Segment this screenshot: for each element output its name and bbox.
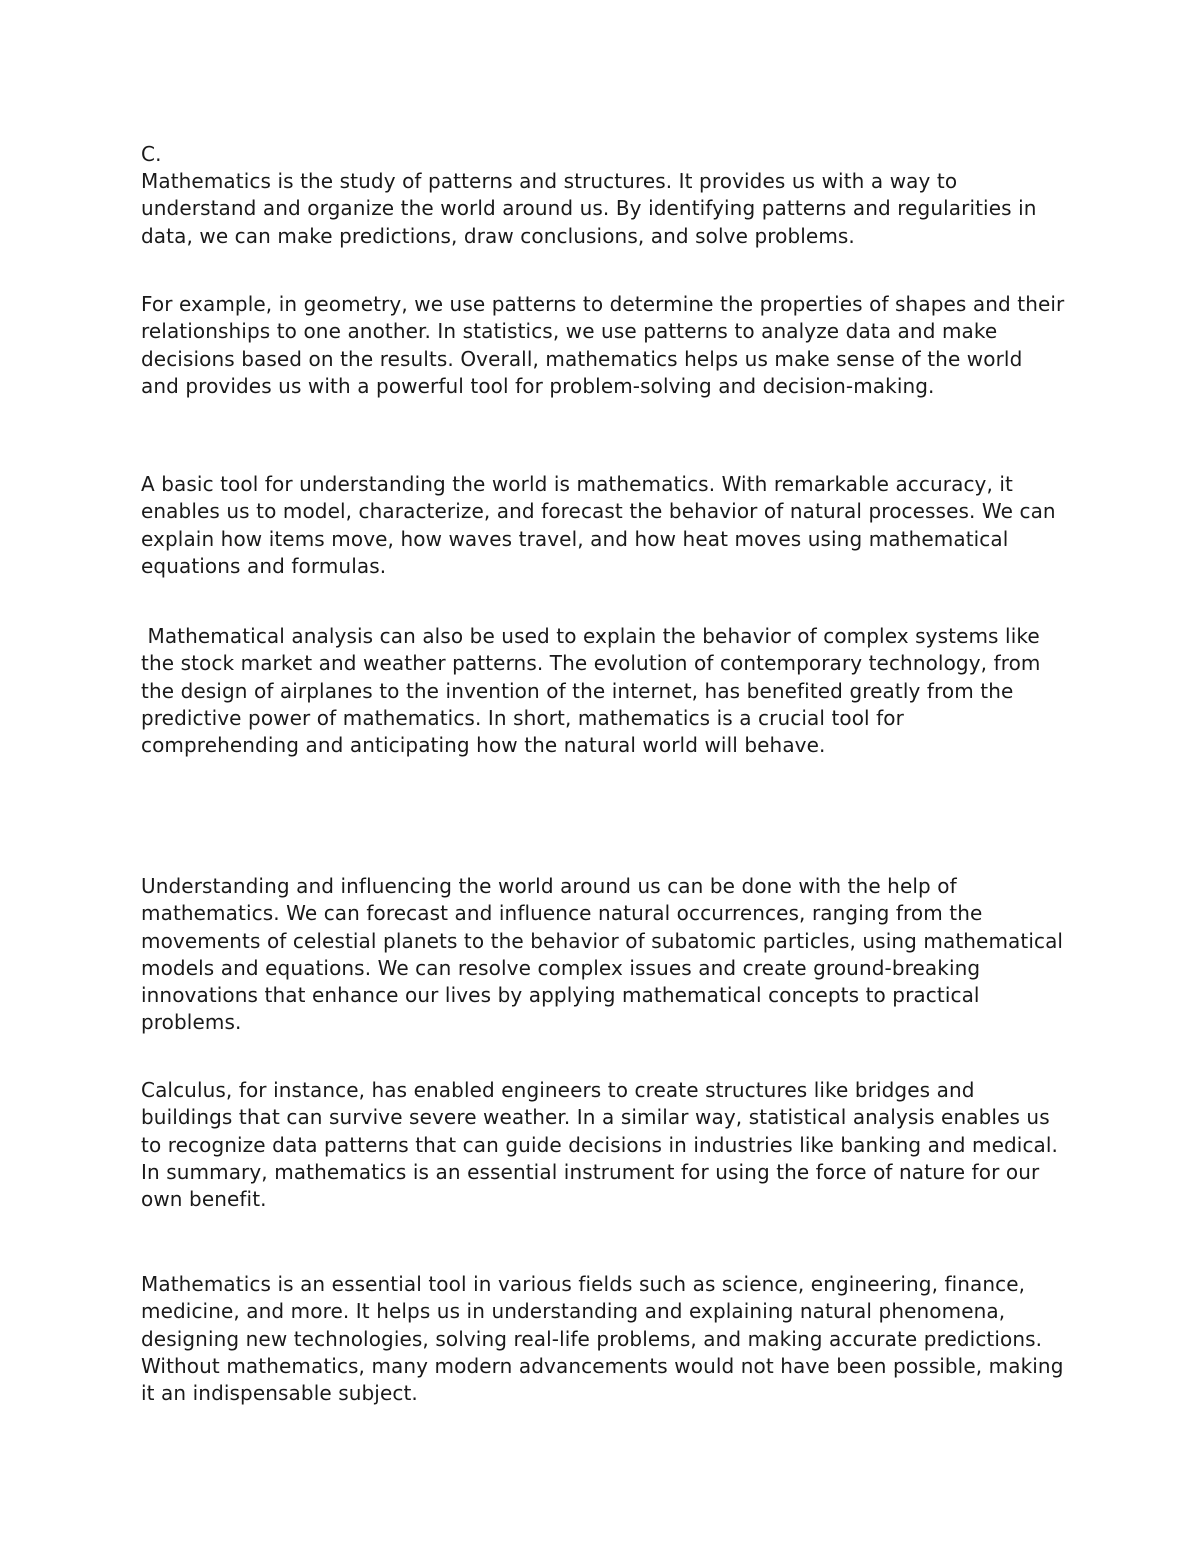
section-label: C.: [141, 142, 162, 166]
paragraph-7: Mathematics is an essential tool in various fields such as science, engineering, finance, medicine, and more. It helps us in understanding and explaining natural phenomena, designing new technologies, solving real-life problems, and making accurate predictions. Without mathematics, many modern advancements would not have been possible, making it an indispensable subject.: [141, 1272, 1064, 1406]
paragraph-3: A basic tool for understanding the world is mathematics. With remarkable accuracy, it enables us to model, characterize, and forecast the behavior of natural processes. We can explain how items move, how waves travel, and how heat moves using mathematical equations and formulas.: [141, 472, 1056, 578]
paragraph-2: For example, in geometry, we use patterns to determine the properties of shapes and their relationships to one another. In statistics, we use patterns to analyze data and make decisions based on the results. Overall, mathematics helps us make sense of the world and provides us with a powerful tool for problem-solving and decision-making.: [141, 292, 1065, 398]
paragraph-4: Mathematical analysis can also be used to explain the behavior of complex systems like the stock market and weather patterns. The evolution of contemporary technology, from the design of airplanes to the invention of the internet, has benefited greatly from the predictive power of mathematics. In short, mathematics is a crucial tool for comprehending and anticipating how the natural world will behave.: [141, 624, 1047, 758]
paragraph-6: Calculus, for instance, has enabled engineers to create structures like bridges and buildings that can survive severe weather. In a similar way, statistical analysis enables us to recognize data patterns that can guide decisions in industries like banking and medical. In summary, mathematics is an essential instrument for using the force of nature for our own benefit.: [141, 1078, 1059, 1212]
paragraph-5: Understanding and influencing the world around us can be done with the help of mathematics. We can forecast and influence natural occurrences, ranging from the movements of celestial planets to the behavior of subatomic particles, using mathematical models and equations. We can resolve complex issues and create ground-breaking innovations that enhance our lives by applying mathematical concepts to practical problems.: [141, 874, 1064, 1035]
paragraph-1: Mathematics is the study of patterns and structures. It provides us with a way to understand and organize the world around us. By identifying patterns and regularities in data, we can make predictions, draw conclusions, and solve problems.: [141, 169, 1037, 248]
